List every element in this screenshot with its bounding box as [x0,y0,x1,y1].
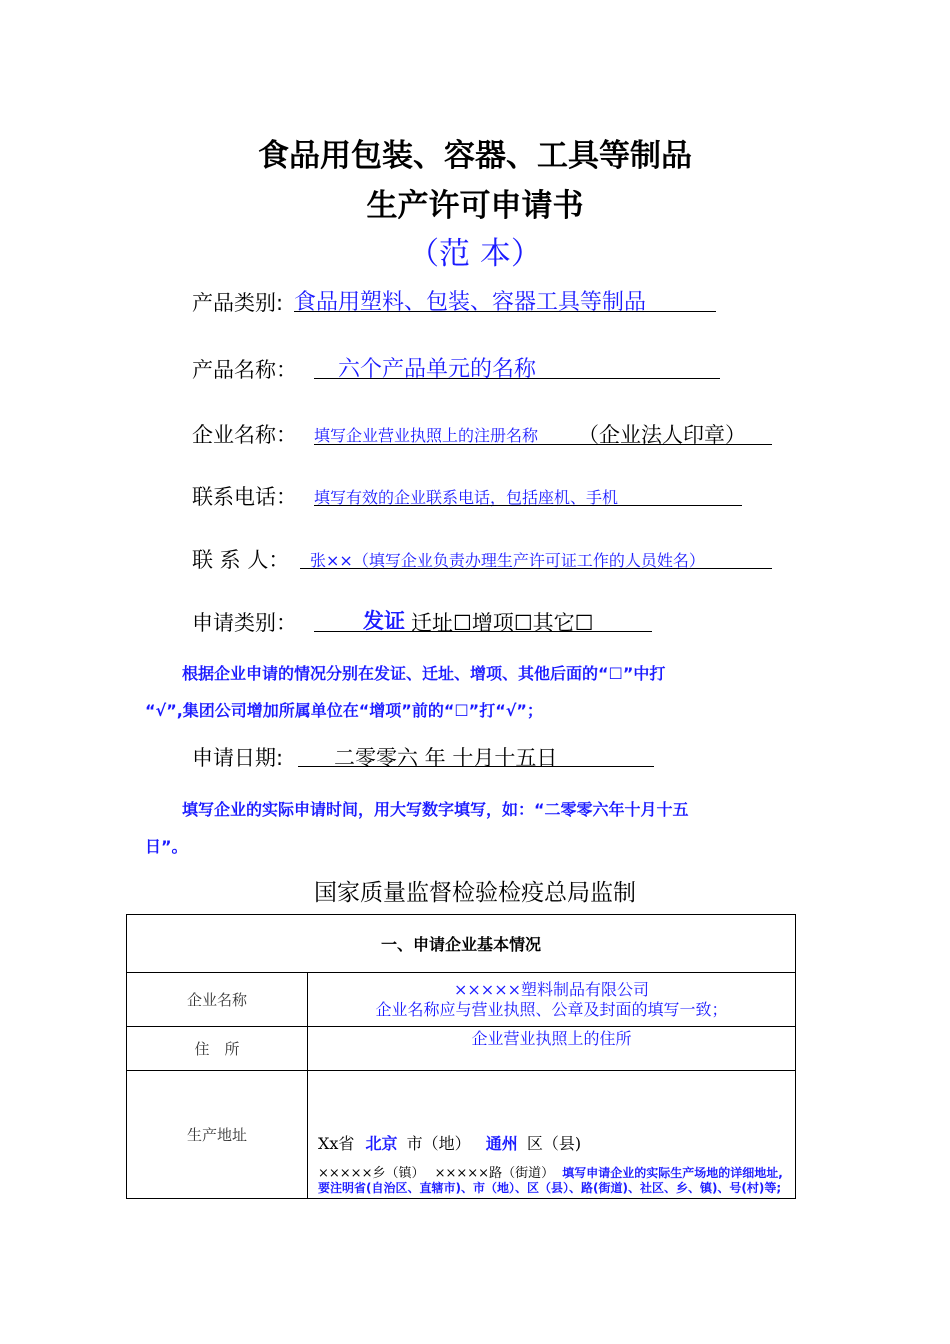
apply-date-underline [298,766,654,767]
contact-underline [300,568,772,569]
apply-date-note-line1: 填写企业的实际申请时间，用大写数字填写，如：“二零零六年十月十五 [182,800,689,819]
address-road: ×××××路（街道） [434,1166,555,1181]
residence-cell-value: 企业营业执照上的住所 [308,1027,796,1071]
company-name-cell-label: 企业名称 [127,973,308,1027]
document-title-line1: 食品用包装、容器、工具等制品 [258,138,692,174]
enterprise-info-table [126,914,796,1199]
address-line-region [318,1131,787,1154]
apply-date-label: 申请日期: [192,746,284,770]
company-name-underline [314,444,772,445]
product-category-underline [294,311,716,312]
apply-type-options: 迁址☐增项☐其它☐ [411,611,594,635]
document-title-line2: 生产许可申请书 [366,188,584,224]
document-title-sample: （范 本） [408,236,542,272]
address-province: Xx省 [318,1134,355,1153]
apply-date-note-line2: 日”。 [145,837,188,856]
address-district: 通州 [485,1134,518,1153]
residence-cell-label: 住 所 [127,1027,308,1071]
phone-value: 填写有效的企业联系电话，包括座机、手机 [314,488,619,507]
address-note: 填写申请企业的实际生产场地的详细地址,要注明省(自治区、直辖市)、市（地）、区（县）、路(街道)、社区、乡、镇)、号(村)等; [318,1166,783,1195]
contact-label: 联 系 人： [192,548,290,572]
address-cell-label: 生产地址 [127,1071,308,1199]
address-town: ×××××乡（镇） [318,1166,425,1181]
table-row [127,1027,796,1071]
address-detail [318,1166,787,1196]
address-district-unit: 区（县) [526,1134,582,1153]
company-seal-note: （企业法人印章） [578,423,746,447]
phone-label: 联系电话： [192,485,297,509]
address-cell-value [308,1071,796,1199]
address-city-unit: 市（地） [406,1134,471,1153]
address-city: 北京 [365,1134,398,1153]
company-name-label: 企业名称： [192,423,297,447]
apply-type-note-line1: 根据企业申请的情况分别在发证、迁址、增项、其他后面的“☐”中打 [182,664,666,683]
apply-type-underline [314,631,652,632]
apply-type-label: 申请类别： [192,611,297,635]
product-name-label: 产品名称： [192,358,297,382]
table-section-title: 一、申请企业基本情况 [127,915,796,973]
company-name-cell-value [308,973,796,1027]
contact-value: 张××（填写企业负责办理生产许可证工作的人员姓名） [310,551,705,570]
product-name-underline [314,378,720,379]
supervisor-text: 国家质量监督检验检疫总局监制 [314,880,636,906]
product-category-value: 食品用塑料、包装、容器工具等制品 [294,290,647,315]
apply-date-value: 二零零六 年 十月十五日 [334,746,558,770]
apply-type-note-line2: “√”,集团公司增加所属单位在“增项”前的“☐”打“√”； [145,701,543,720]
phone-underline [314,505,742,506]
table-row [127,973,796,1027]
company-name-cell-line1: ×××××塑料制品有限公司 [453,979,650,999]
apply-type-selected: 发证 [363,609,405,633]
product-name-value: 六个产品单元的名称 [338,357,537,382]
company-name-value: 填写企业营业执照上的注册名称 [314,426,539,445]
table-row [127,1071,796,1199]
product-category-label: 产品类别: [192,291,284,315]
company-name-cell-line2: 企业名称应与营业执照、公章及封面的填写一致； [375,999,728,1019]
